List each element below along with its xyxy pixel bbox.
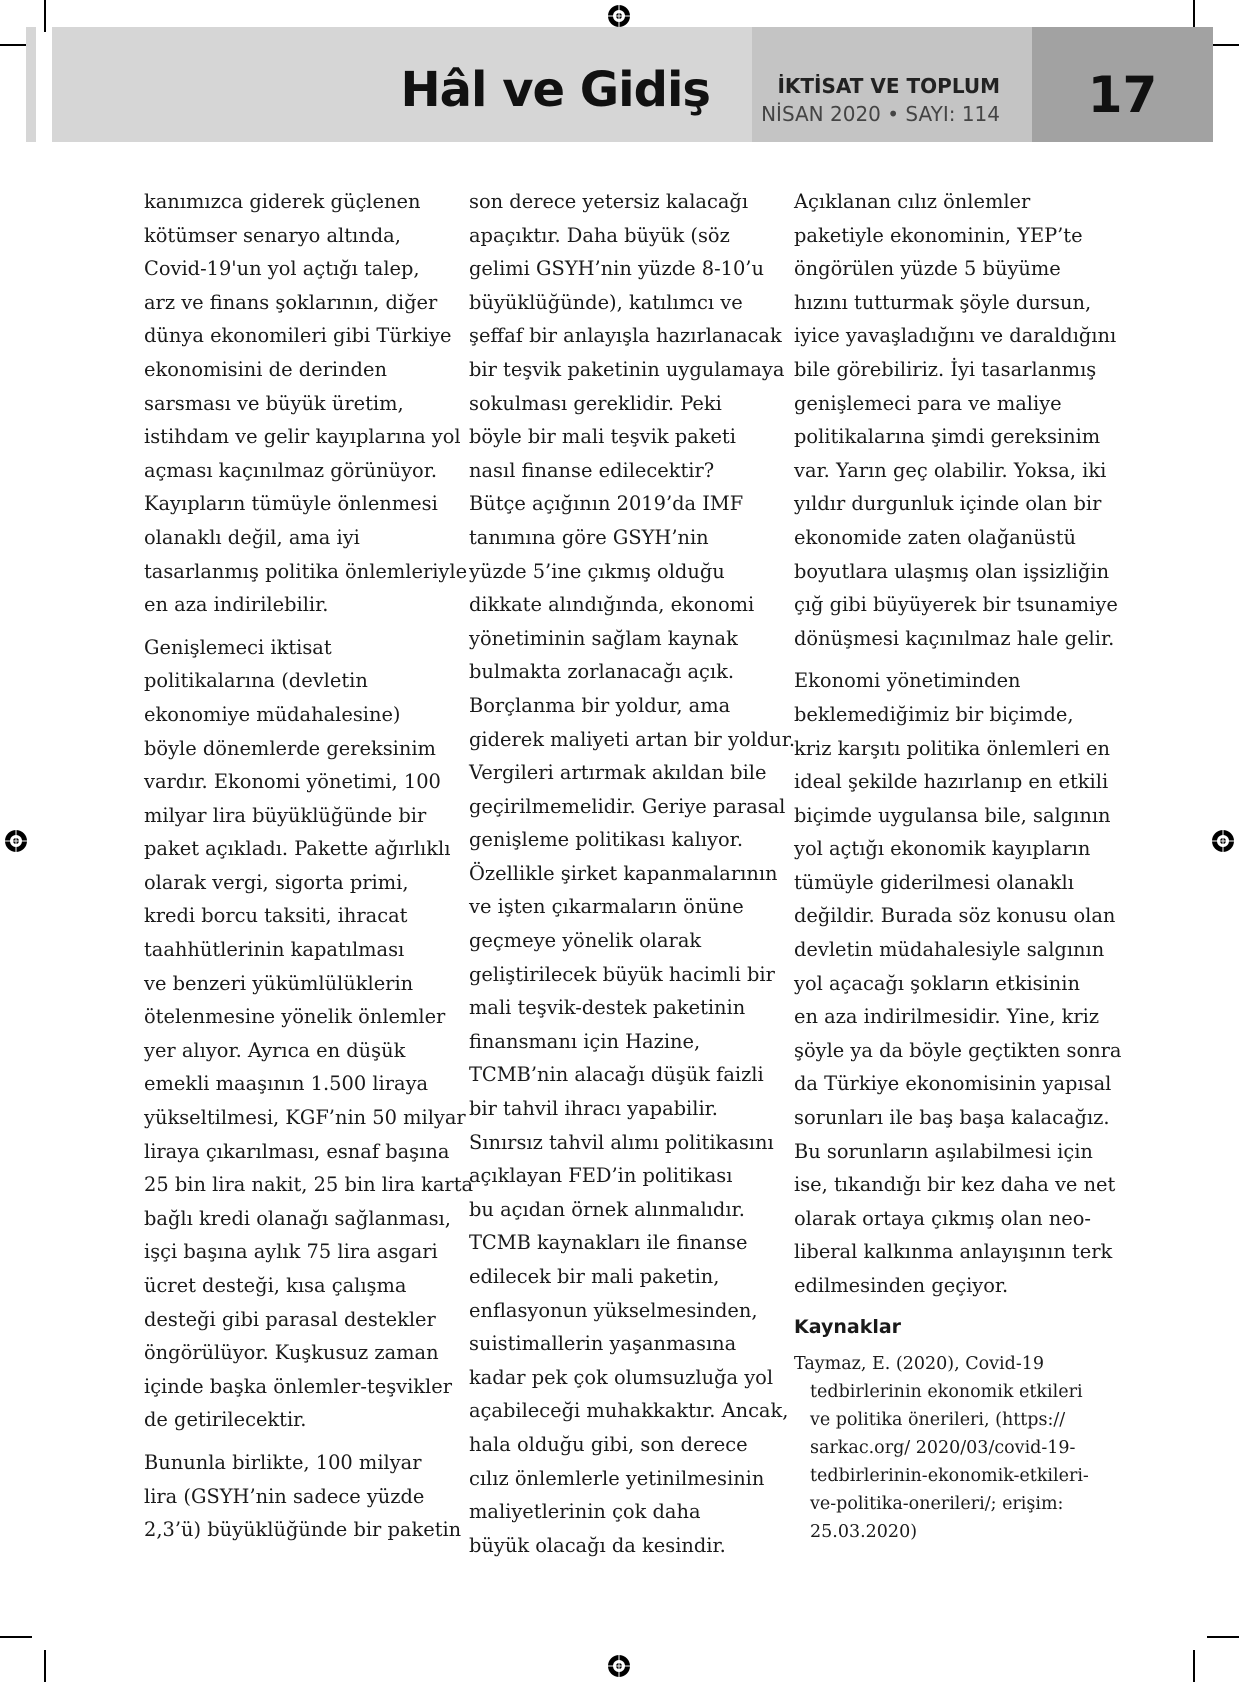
text-line: kötümser senaryo altında, xyxy=(144,223,401,247)
text-line: dünya ekonomileri gibi Türkiye xyxy=(144,324,452,348)
text-line: ekonomide zaten olağanüstü xyxy=(794,525,1077,549)
text-line: şeffaf bir anlayışla hazırlanacak xyxy=(469,324,782,348)
text-line: Bununla birlikte, 100 milyar xyxy=(144,1450,422,1474)
text-line: Bütçe açığının 2019’da IMF xyxy=(469,492,744,516)
text-line: tümüyle giderilmesi olanaklı xyxy=(794,870,1074,894)
text-line: açıklayan FED’in politikası xyxy=(469,1164,733,1188)
text-line: nasıl finanse edilecektir? xyxy=(469,458,715,482)
references-heading: Kaynaklar xyxy=(794,1315,902,1338)
text-line: genişlemeci para ve maliye xyxy=(794,391,1062,415)
paragraph xyxy=(794,664,1122,1302)
text-line: olarak vergi, sigorta primi, xyxy=(144,870,409,894)
text-line: ise, tıkandığı bir kez daha ve net xyxy=(794,1173,1116,1197)
text-line: işçi başına aylık 75 lira asgari xyxy=(144,1240,438,1264)
paragraph xyxy=(469,185,796,1562)
text-line: 2,3’ü) büyüklüğünde bir paketin xyxy=(144,1518,462,1542)
text-line: biçimde uygulansa bile, salgının xyxy=(794,803,1111,827)
text-line: Açıklanan cılız önlemler xyxy=(794,190,1031,213)
text-line: yol açtığı ekonomik kayıpların xyxy=(794,837,1091,861)
text-line: içinde başka önlemler-teşvikler xyxy=(144,1374,452,1398)
text-line: var. Yarın geç olabilir. Yoksa, iki xyxy=(794,458,1107,482)
text-line: en aza indirilebilir. xyxy=(144,593,329,617)
text-line: enflasyonun yükselmesinden, xyxy=(469,1298,758,1322)
text-line: boyutlara ulaşmış olan işsizliğin xyxy=(794,559,1110,583)
text-line: kriz karşıtı politika önlemleri en xyxy=(794,736,1110,760)
text-line: da Türkiye ekonomisinin yapısal xyxy=(794,1072,1112,1096)
reference-entry xyxy=(794,1350,1114,1546)
crop-mark-bottom-right-v xyxy=(1193,1650,1195,1682)
text-line: bu açıdan örnek alınmalıdır. xyxy=(469,1197,745,1221)
reference-line: 25.03.2020) xyxy=(810,1521,918,1542)
text-line: şöyle ya da böyle geçtikten sonra xyxy=(794,1038,1122,1062)
text-line: kadar pek çok olumsuzluğa yol xyxy=(469,1365,774,1389)
text-line: Sınırsız tahvil alımı politikasını xyxy=(469,1130,774,1154)
text-line: son derece yetersiz kalacağı xyxy=(469,190,749,213)
text-line: TCMB kaynakları ile finanse xyxy=(469,1231,748,1255)
text-line: değildir. Burada söz konusu olan xyxy=(794,904,1116,928)
text-line: cılız önlemlerle yetinilmesinin xyxy=(469,1466,765,1490)
crop-mark-bottom-left-h xyxy=(0,1636,32,1638)
text-line: ekonomisini de derinden xyxy=(144,357,387,381)
text-line: vardır. Ekonomi yönetimi, 100 xyxy=(144,770,441,794)
crop-mark-bottom-left-v xyxy=(44,1650,46,1682)
text-line: gelimi GSYH’nin yüzde 8-10’u xyxy=(469,257,764,281)
text-line: yıldır durgunluk içinde olan bir xyxy=(794,492,1102,516)
text-line: bağlı kredi olanağı sağlanması, xyxy=(144,1206,451,1230)
text-line: genişleme politikası kalıyor. xyxy=(469,828,743,852)
header-band-edge xyxy=(26,27,36,142)
text-line: sorunları ile baş başa kalacağız. xyxy=(794,1106,1110,1130)
text-line: geçirilmemelidir. Geriye parasal xyxy=(469,794,786,818)
text-line: arz ve finans şoklarının, diğer xyxy=(144,290,438,314)
text-line: desteği gibi parasal destekler xyxy=(144,1307,436,1331)
text-line: büyük olacağı da kesindir. xyxy=(469,1533,726,1557)
text-line: dikkate alındığında, ekonomi xyxy=(469,593,755,617)
text-line: kanımızca giderek güçlenen xyxy=(144,190,421,213)
text-line: 25 bin lira nakit, 25 bin lira karta xyxy=(144,1173,474,1197)
section-title: Hâl ve Gidiş xyxy=(400,62,710,118)
paragraph xyxy=(144,185,468,622)
text-line: suistimallerin yaşanmasına xyxy=(469,1332,737,1356)
paragraph xyxy=(144,1446,464,1547)
text-line: devletin müdahalesiyle salgının xyxy=(794,938,1105,962)
text-line: öngörülen yüzde 5 büyüme xyxy=(794,257,1061,281)
text-line: giderek maliyeti artan bir yoldur. xyxy=(469,727,796,751)
text-line: finansmanı için Hazine, xyxy=(469,1029,701,1053)
text-line: TCMB’nin alacağı düşük faizli xyxy=(469,1063,764,1087)
paragraph xyxy=(794,185,1118,655)
text-line: bir teşvik paketinin uygulamaya xyxy=(469,357,785,381)
text-line: Borçlanma bir yoldur, ama xyxy=(469,693,731,717)
text-line: sarsması ve büyük üretim, xyxy=(144,391,404,415)
text-line: paket açıkladı. Pakette ağırlıklı xyxy=(144,837,451,861)
text-line: çığ gibi büyüyerek bir tsunamiye xyxy=(794,593,1118,617)
text-line: paketiyle ekonominin, YEP’te xyxy=(794,223,1083,247)
text-line: hızını tutturmak şöyle dursun, xyxy=(794,290,1092,314)
text-line: tanımına göre GSYH’nin xyxy=(469,525,709,549)
text-column-1 xyxy=(144,185,474,1556)
reference-line: ve-politika-onerileri/; erişim: xyxy=(810,1493,1064,1514)
text-line: ve işten çıkarmaların önüne xyxy=(469,895,744,919)
text-line: kredi borcu taksiti, ihracat xyxy=(144,904,408,928)
text-line: Ekonomi yönetiminden xyxy=(794,669,1021,693)
text-line: istihdam ve gelir kayıplarına yol xyxy=(144,425,461,449)
text-line: yüzde 5’ine çıkmış olduğu xyxy=(469,559,725,583)
text-line: edilecek bir mali paketin, xyxy=(469,1265,720,1288)
reference-line: tedbirlerinin-ekonomik-etkileri- xyxy=(810,1465,1089,1486)
text-line: büyüklüğünde), katılımcı ve xyxy=(469,290,743,314)
text-line: bir tahvil ihracı yapabilir. xyxy=(469,1097,718,1121)
text-line: geliştirilecek büyük hacimli bir xyxy=(469,962,775,986)
text-line: dönüşmesi kaçınılmaz hale gelir. xyxy=(794,626,1115,650)
text-line: açabileceği muhakkaktır. Ancak, xyxy=(469,1399,789,1423)
text-line: emekli maaşının 1.500 liraya xyxy=(144,1072,429,1096)
text-line: ücret desteği, kısa çalışma xyxy=(144,1274,407,1297)
text-line: iyice yavaşladığını ve daraldığını xyxy=(794,324,1117,348)
magazine-name: İKTİSAT VE TOPLUM xyxy=(777,74,1000,98)
text-line: yönetiminin sağlam kaynak xyxy=(469,626,738,650)
crop-mark-bottom-right-h xyxy=(1207,1636,1239,1638)
text-line: beklemediğimiz bir biçimde, xyxy=(794,702,1074,726)
reference-line: tedbirlerinin ekonomik etkileri xyxy=(810,1381,1083,1402)
text-line: de getirilecektir. xyxy=(144,1408,307,1432)
text-line: olarak ortaya çıkmış olan neo- xyxy=(794,1206,1091,1230)
text-line: öngörülüyor. Kuşkusuz zaman xyxy=(144,1341,439,1365)
text-line: bulmakta zorlanacağı açık. xyxy=(469,660,735,684)
issue-info: NİSAN 2020 • SAYI: 114 xyxy=(761,102,1000,126)
text-line: ötelenmesine yönelik önlemler xyxy=(144,1005,446,1029)
text-line: mali teşvik-destek paketinin xyxy=(469,996,746,1020)
paragraph xyxy=(144,631,474,1437)
text-line: böyle bir mali teşvik paketi xyxy=(469,425,736,449)
text-column-2 xyxy=(469,185,796,1571)
reference-line: ve politika önerileri, (https:// xyxy=(810,1409,1066,1430)
text-line: taahhütlerinin kapatılması xyxy=(144,938,405,962)
registration-mark-bottom xyxy=(606,1653,632,1679)
text-line: hala olduğu gibi, son derece xyxy=(469,1432,748,1456)
registration-mark-right xyxy=(1210,828,1236,854)
text-line: edilmesinden geçiyor. xyxy=(794,1274,1009,1297)
page-number: 17 xyxy=(1087,66,1158,124)
text-line: Genişlemeci iktisat xyxy=(144,635,332,659)
text-line: maliyetlerinin çok daha xyxy=(469,1500,701,1524)
text-line: yol açacağı şokların etkisinin xyxy=(794,971,1080,995)
text-line: yer alıyor. Ayrıca en düşük xyxy=(144,1038,406,1062)
text-line: tasarlanmış politika önlemleriyle xyxy=(144,559,468,583)
text-line: politikalarına şimdi gereksinim xyxy=(794,425,1101,449)
reference-line: Taymaz, E. (2020), Covid-19 xyxy=(794,1353,1045,1374)
text-line: en aza indirilmesidir. Yine, kriz xyxy=(794,1005,1100,1029)
reference-line: sarkac.org/ 2020/03/covid-19- xyxy=(810,1437,1076,1458)
text-line: ekonomiye müdahalesine) xyxy=(144,702,401,726)
text-line: Kayıpların tümüyle önlenmesi xyxy=(144,492,438,516)
text-line: liberal kalkınma anlayışının terk xyxy=(794,1240,1113,1264)
text-line: Bu sorunların aşılabilmesi için xyxy=(794,1139,1093,1163)
text-line: böyle dönemlerde gereksinim xyxy=(144,736,436,760)
text-line: yükseltilmesi, KGF’nin 50 milyar xyxy=(144,1106,466,1130)
text-line: Vergileri artırmak akıldan bile xyxy=(469,761,767,785)
registration-mark-top xyxy=(606,3,632,29)
text-line: geçmeye yönelik olarak xyxy=(469,929,702,953)
text-line: liraya çıkarılması, esnaf başına xyxy=(144,1139,450,1163)
text-line: ve benzeri yükümlülüklerin xyxy=(144,971,414,995)
text-line: Özellikle şirket kapanmalarının xyxy=(469,861,778,885)
text-line: sokulması gereklidir. Peki xyxy=(469,391,722,415)
text-line: olanaklı değil, ama iyi xyxy=(144,525,360,549)
text-line: politikalarına (devletin xyxy=(144,669,368,693)
text-line: bile görebiliriz. İyi tasarlanmış xyxy=(794,357,1097,381)
text-line: açması kaçınılmaz görünüyor. xyxy=(144,458,438,482)
text-line: apaçıktır. Daha büyük (söz xyxy=(469,223,730,247)
text-line: Covid-19'un yol açtığı talep, xyxy=(144,257,420,281)
text-column-3 xyxy=(794,185,1122,1546)
text-line: ideal şekilde hazırlanıp en etkili xyxy=(794,770,1109,794)
registration-mark-left xyxy=(3,828,29,854)
crop-mark-top-left-v xyxy=(44,0,46,32)
text-line: lira (GSYH’nin sadece yüzde xyxy=(144,1484,425,1508)
text-line: milyar lira büyüklüğünde bir xyxy=(144,803,427,827)
